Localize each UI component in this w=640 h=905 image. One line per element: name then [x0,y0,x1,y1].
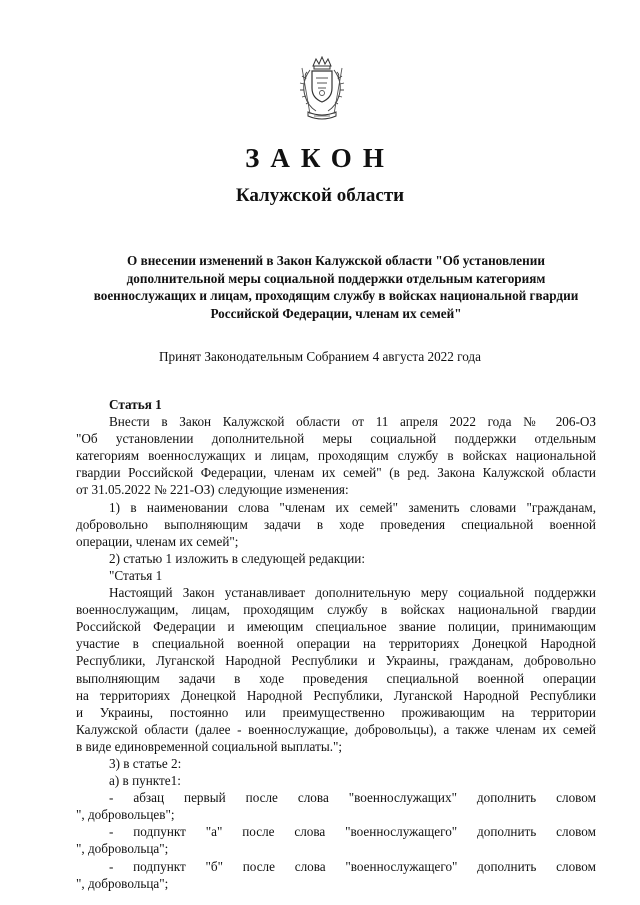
body-line: на территориях Донецкой Народной Республики, Луганской Народной Республики [76,687,596,703]
body-line: - подпункт "б" после слова "военнослужащего" дополнить словом [109,858,596,874]
body-line: - подпункт "а" после слова "военнослужащего" дополнить словом [109,824,596,840]
coat-of-arms-icon [296,56,348,126]
adoption-note: Принят Законодательным Собранием 4 августа 2022 года [159,349,481,364]
body-line: гвардии Российской Федерации, членам их семей" (в ред. Закона Калужской области [76,465,596,481]
body-line: Калужской области (далее - военнослужащие, добровольцы), а также членам их семей [76,721,596,737]
body-line: Внести в Закон Калужской области от 11 апреля 2022 года № 206-ОЗ [109,414,596,430]
body-line: операции, членам их семей"; [76,533,239,549]
body-line: "Статья 1 [109,567,163,583]
body-line: 2) статью 1 изложить в следующей редакции: [109,550,365,566]
body-line: выполняющим задачи в ходе проведения специальной военной операции [76,670,596,686]
document-body [76,396,596,892]
body-line: категориям военнослужащих и лицам, проходящим службу в войсках национальной [76,448,596,464]
body-line: в виде единовременной социальной выплаты."; [76,738,343,754]
body-line: Российской Федерации и имеющим специальное звание полиции, принимающим [76,619,596,635]
heading-line: Российской Федерации, членам их семей" [210,305,462,321]
law-heading [76,252,596,322]
heading-line: военнослужащих и лицам, проходящим службу в войсках национальной гвардии [93,288,579,303]
body-line: - абзац первый после слова "военнослужащих" дополнить словом [109,790,596,806]
heading-line: дополнительной меры социальной поддержки отдельным категориям [126,270,546,286]
body-line: а) в пункте1: [109,773,181,789]
document-subtitle: Калужской области [235,185,405,206]
body-line: добровольно выполняющим задачи в ходе проведения специальной военной [76,516,596,532]
heading-line: О внесении изменений в Закон Калужской области "Об установлении [127,253,545,268]
document-title: ЗАКОН [245,143,395,173]
body-line: "Об установлении дополнительной меры социальной поддержки отдельным [76,431,596,447]
body-line: ", добровольцев"; [76,807,175,823]
body-line: Республики, Луганской Народной Республики и Украины, гражданам, добровольно [76,653,596,669]
body-line: участие в специальной военной операции на территориях Донецкой Народной [76,636,596,652]
body-line: от 31.05.2022 № 221-ОЗ) следующие изменения: [76,482,349,498]
body-line: ", добровольца"; [76,875,169,891]
body-line: военнослужащим, лицам, проходящим службу в войсках национальной гвардии [76,602,596,618]
coat-of-arms-drawing [296,56,348,126]
body-line: Настоящий Закон устанавливает дополнительную меру социальной поддержки [109,585,596,601]
body-line: ", добровольца"; [76,841,169,857]
body-line: 3) в статье 2: [109,755,182,771]
article-1-heading: Статья 1 [109,397,162,412]
body-line: 1) в наименовании слова "членам их семей" заменить словами "гражданам, [109,499,596,515]
body-line: и Украины, постоянно или преимущественно проживающим на территории [76,704,596,720]
